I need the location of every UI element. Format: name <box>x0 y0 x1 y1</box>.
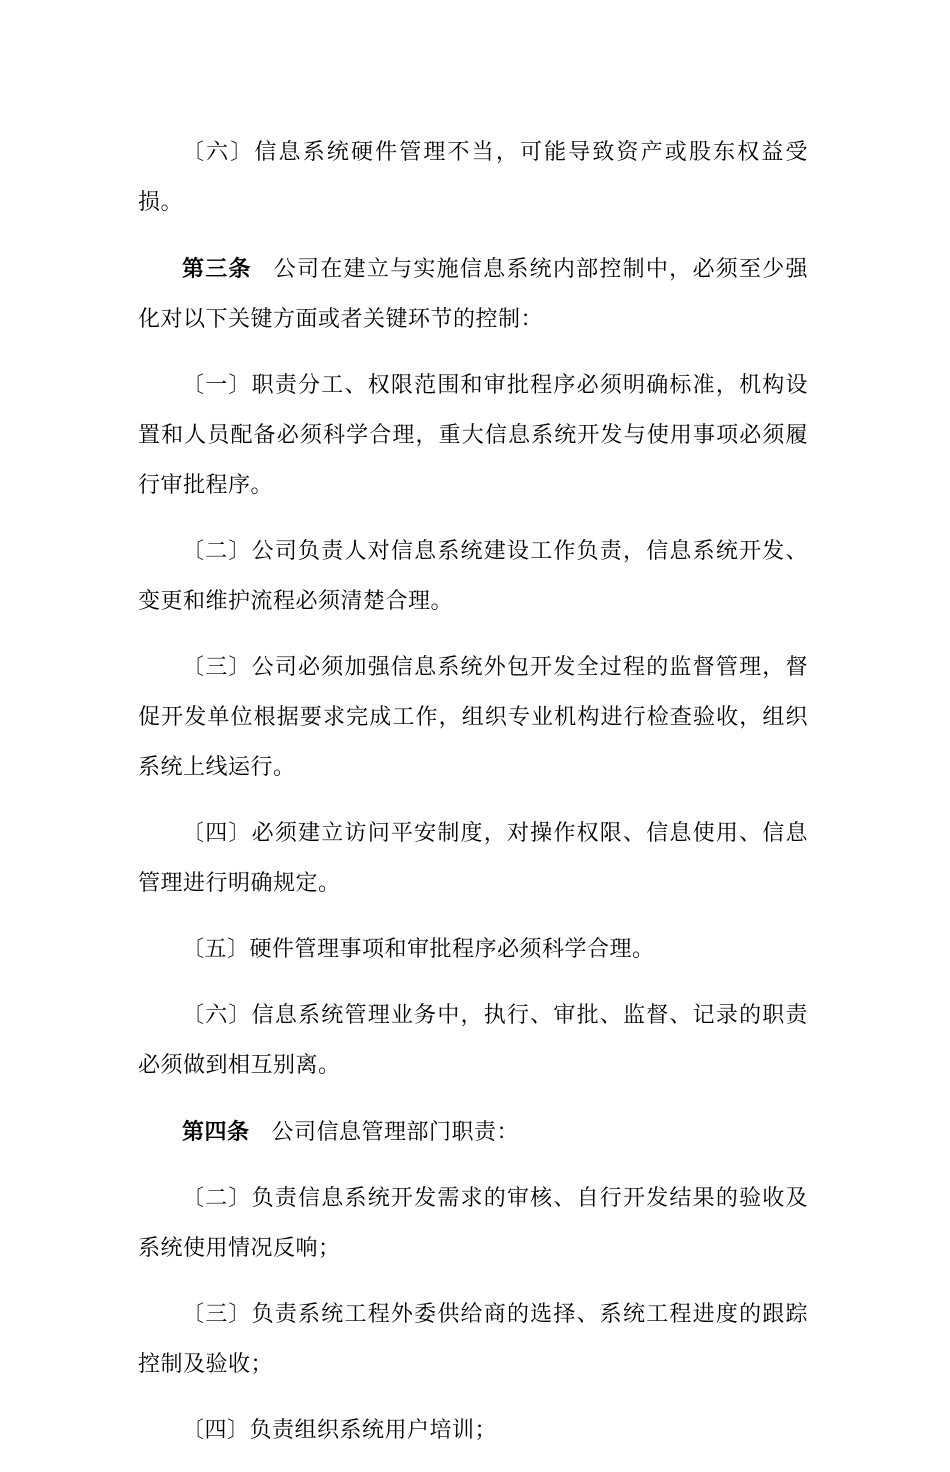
paragraph-text: 〔六〕信息系统管理业务中，执行、审批、监督、记录的职责必须做到相互别离。 <box>138 1003 808 1078</box>
paragraph-text: 公司在建立与实施信息系统内部控制中，必须至少强化对以下关键方面或者关键环节的控制： <box>138 257 808 332</box>
paragraph-text: 〔二〕负责信息系统开发需求的审核、自行开发结果的验收及系统使用情况反响； <box>138 1186 808 1261</box>
paragraph-text: 〔四〕必须建立访问平安制度，对操作权限、信息使用、信息管理进行明确规定。 <box>138 821 808 896</box>
paragraph-duty-4 <box>138 1406 808 1456</box>
paragraph-text: 〔四〕负责组织系统用户培训； <box>182 1418 498 1443</box>
paragraph-duty-3 <box>138 1290 808 1390</box>
paragraph-item-1 <box>138 361 808 511</box>
paragraph-item-2 <box>138 527 808 627</box>
paragraph-item-6 <box>138 991 808 1091</box>
paragraph-text: 〔五〕硬件管理事项和审批程序必须科学合理。 <box>182 937 655 962</box>
paragraph-text: 〔一〕职责分工、权限范围和审批程序必须明确标准，机构设置和人员配备必须科学合理，重大信息系统开发与使用事项必须履行审批程序。 <box>138 373 808 498</box>
paragraph-text: 〔六〕信息系统硬件管理不当，可能导致资产或股东权益受损。 <box>138 140 808 215</box>
paragraph-hardware-risk <box>138 128 808 228</box>
paragraph-text: 〔三〕公司必须加强信息系统外包开发全过程的监督管理，督促开发单位根据要求完成工作，组织专业机构进行检查验收，组织系统上线运行。 <box>138 655 808 780</box>
paragraph-text: 〔二〕公司负责人对信息系统建设工作负责，信息系统开发、变更和维护流程必须清楚合理。 <box>138 539 808 614</box>
paragraph-item-4 <box>138 809 808 909</box>
paragraph-item-5 <box>138 925 808 975</box>
paragraph-duty-2 <box>138 1174 808 1274</box>
document-body <box>138 128 808 1472</box>
article-3-heading-paragraph <box>138 244 808 345</box>
paragraph-text: 〔三〕负责系统工程外委供给商的选择、系统工程进度的跟踪控制及验收； <box>138 1302 808 1377</box>
paragraph-text: 公司信息管理部门职责： <box>271 1120 520 1145</box>
paragraph-item-3 <box>138 643 808 793</box>
article-label: 第四条 <box>182 1119 250 1145</box>
article-label: 第三条 <box>182 256 252 282</box>
article-4-heading-paragraph <box>138 1107 808 1158</box>
